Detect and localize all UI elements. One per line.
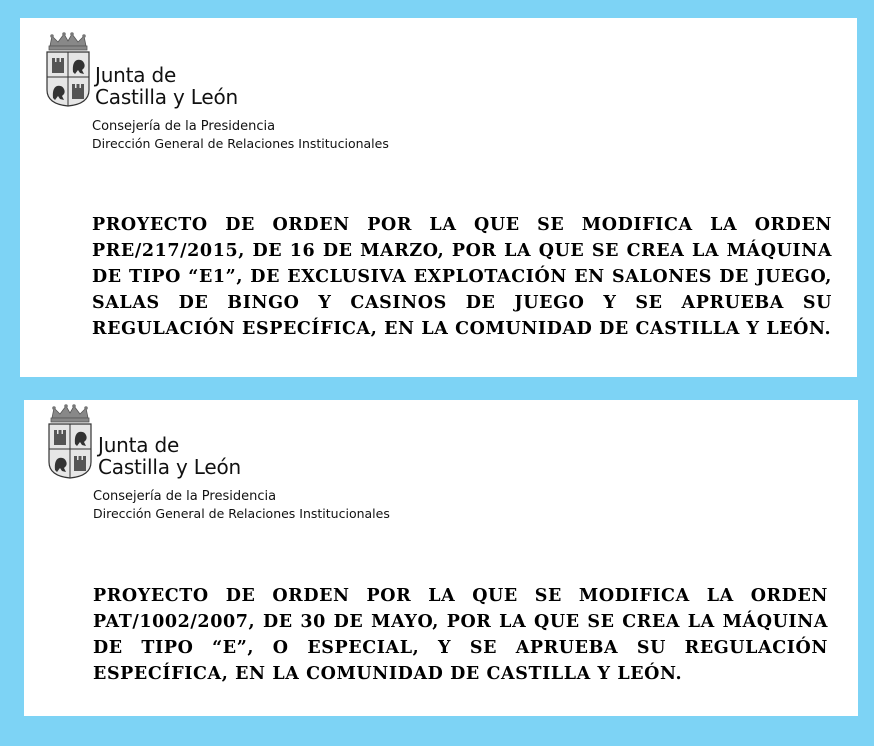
organization-name-line2: Castilla y León [98,455,241,479]
organization-name-line1: Junta de [98,433,180,457]
document-title: PROYECTO DE ORDEN POR LA QUE SE MODIFICA LA ORDEN PRE/217/2015, DE 16 DE MARZO, POR LA QUE SE CREA LA MÁQUINA DE TIPO “E1”, DE EXCLUSIVA EXPLOTACIÓN EN SALONES DE JUEGO, SALAS DE BINGO Y CASINOS DE JUEGO Y SE APRUEBA SU REGULACIÓN ESPECÍFICA, EN LA COMUNIDAD DE CASTILLA Y LEÓN. [92,215,832,339]
organization-name-line2: Castilla y León [95,85,238,109]
coat-of-arms-icon [46,404,94,480]
subdepartment-name: Dirección General de Relaciones Institucionales [92,136,389,151]
document-header-1 [20,18,857,377]
document-title: PROYECTO DE ORDEN POR LA QUE SE MODIFICA LA ORDEN PAT/1002/2007, DE 30 DE MAYO, POR LA QUE SE CREA LA MÁQUINA DE TIPO “E”, O ESPECIAL, Y SE APRUEBA SU REGULACIÓN ESPECÍFICA, EN LA COMUNIDAD DE CASTILLA Y LEÓN. [93,586,828,684]
organization-name-line1: Junta de [95,63,177,87]
organization-name [98,434,241,478]
department-name: Consejería de la Presidencia [92,119,276,134]
document-header-2 [24,400,858,716]
subdepartment-name: Dirección General de Relaciones Institucionales [93,506,390,521]
department-name: Consejería de la Presidencia [93,489,277,504]
coat-of-arms-icon [44,32,92,108]
organization-name [95,64,238,108]
department-block [93,488,390,522]
department-block [92,118,389,152]
